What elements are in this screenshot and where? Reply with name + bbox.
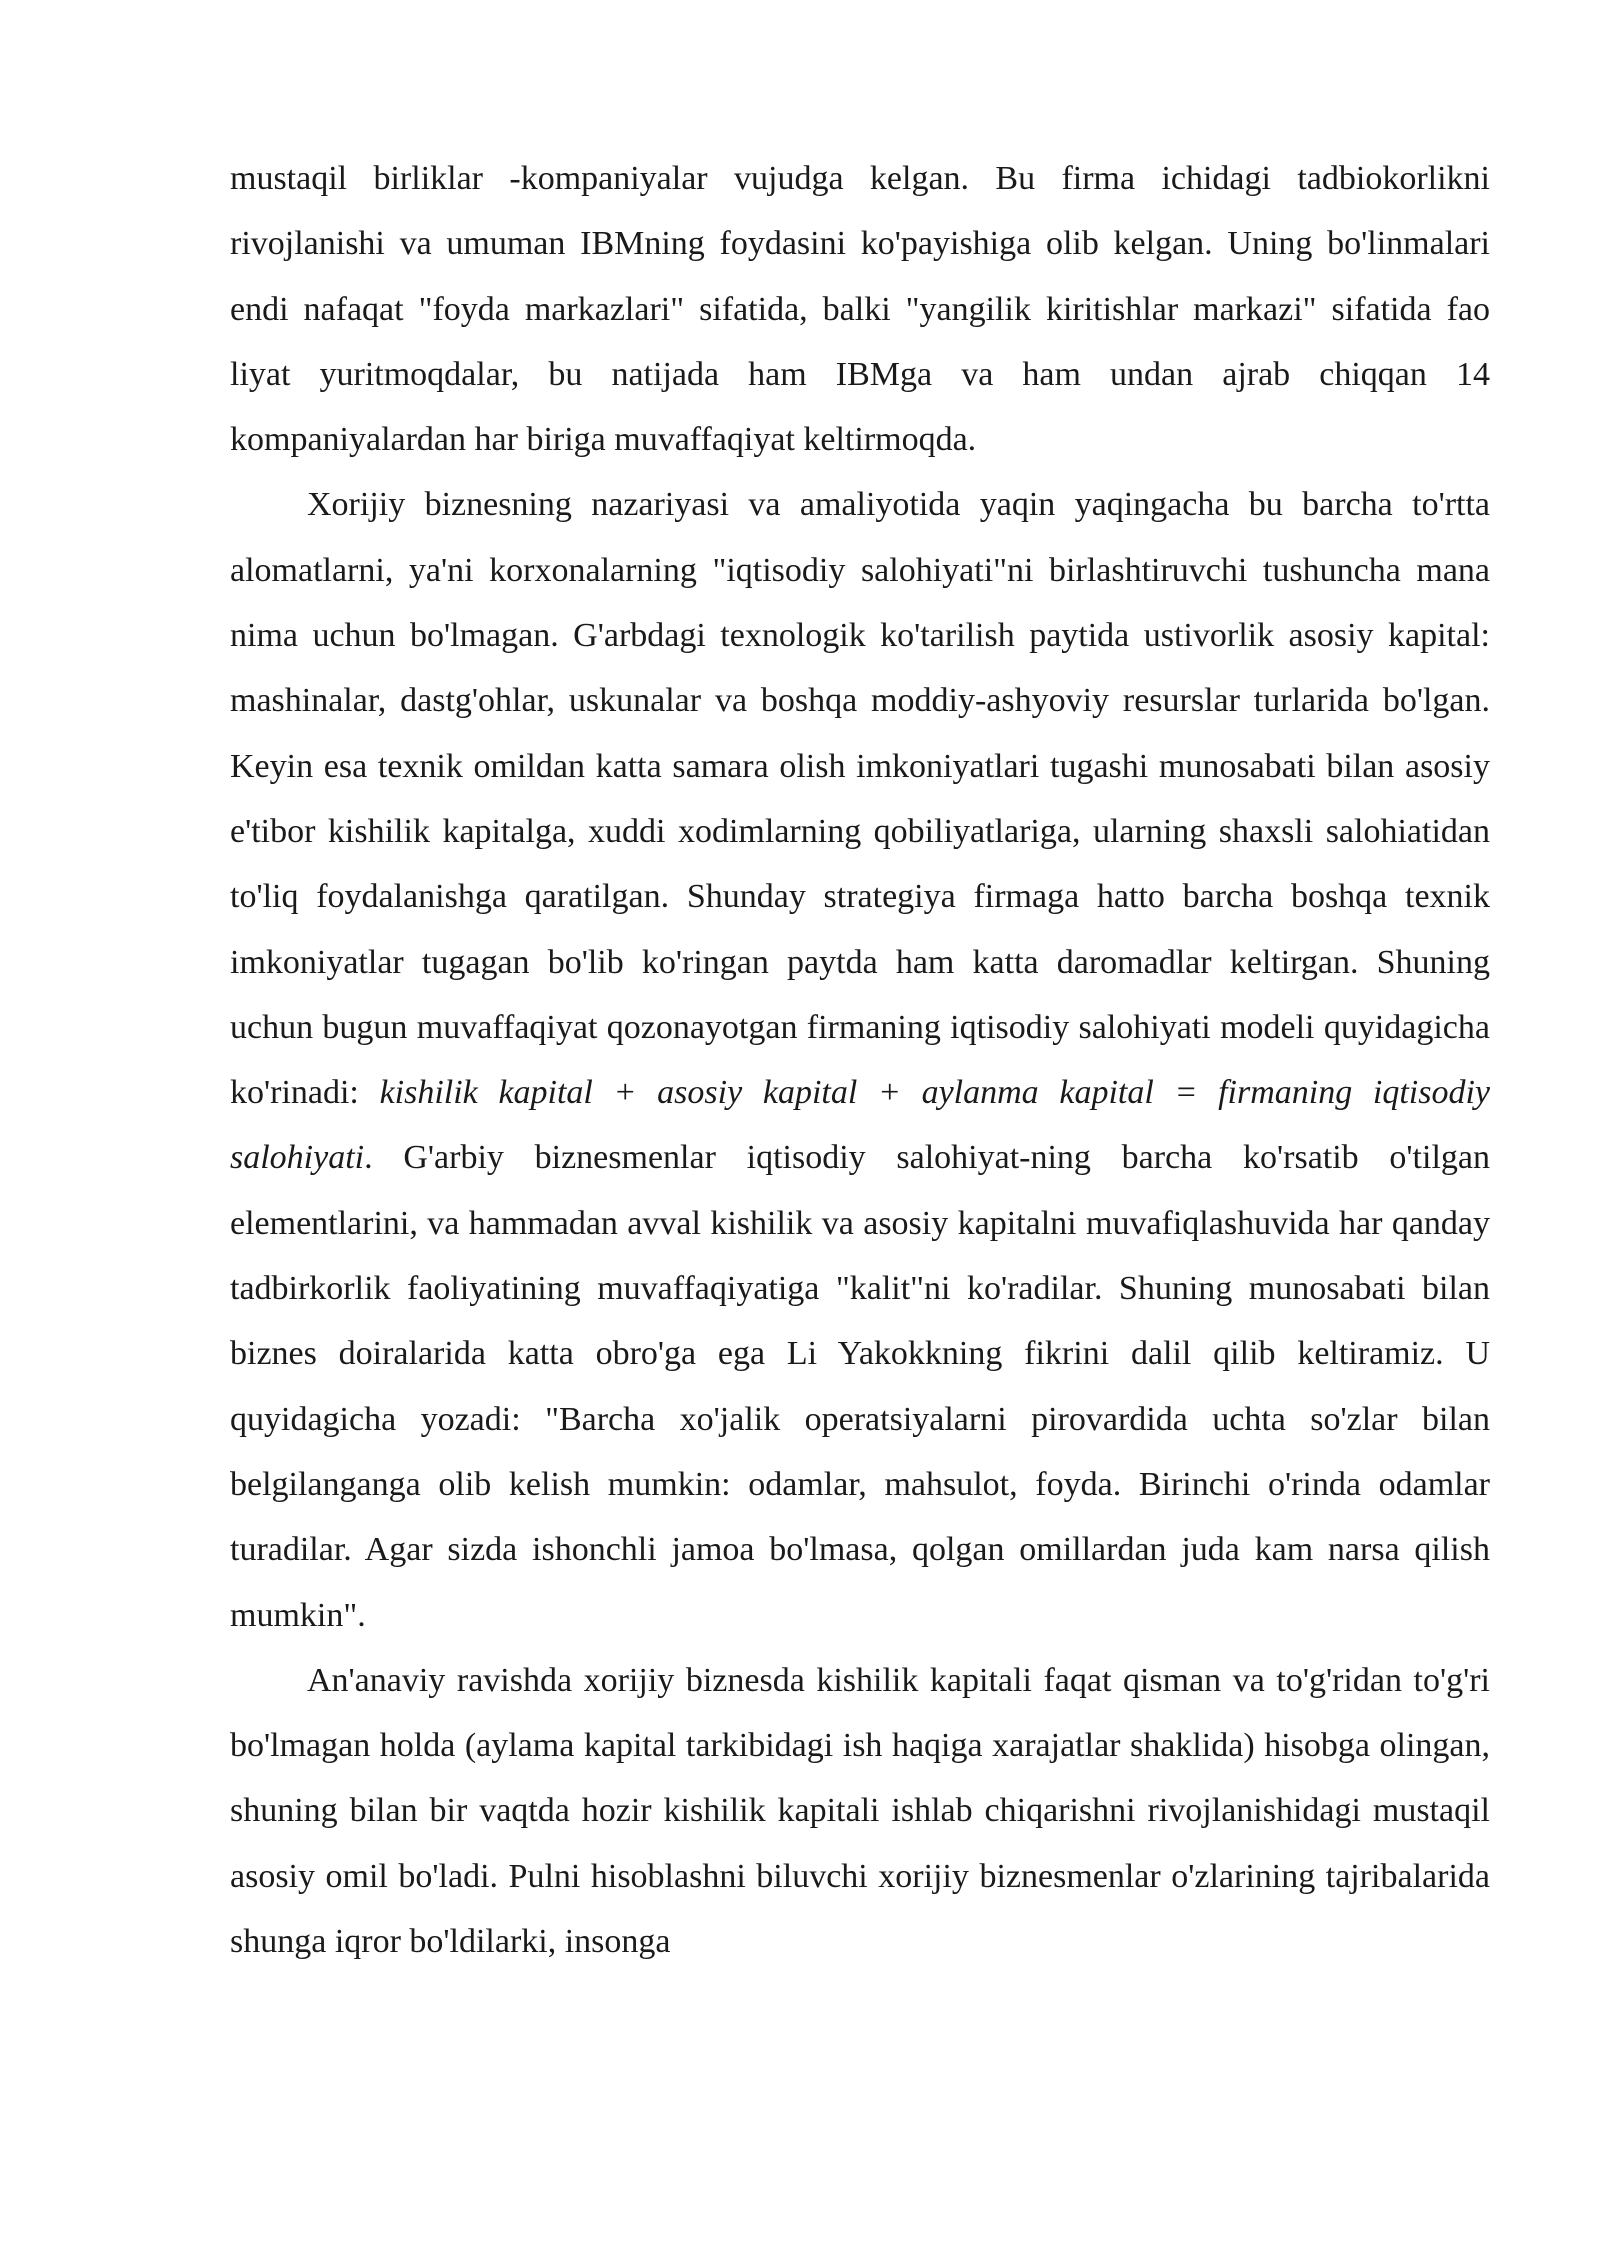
document-body	[230, 146, 1490, 1974]
paragraph-2	[230, 472, 1490, 1647]
economic-potential-formula: kishilik kapital + asosiy kapital + aylanma kapital = firmaning iqtisodiy salohiyati	[230, 1074, 1490, 1177]
paragraph-2-text-before: Xorijiy biznesning nazariyasi va amaliyotida yaqin yaqingacha bu barcha to'rtta alomatlarni, ya'ni korxonalarning "iqtisodiy salohiyati"ni birlashtiruvchi tushuncha mana nima uchun bo'lmagan. G'arbdagi texnologik ko'tarilish paytida ustivorlik asosiy kapital: mashinalar, dastg'ohlar, uskunalar va boshqa moddiy-ashyoviy resurslar turlarida bo'lgan. Keyin esa texnik omildan katta samara olish imkoniyatlari tugashi munosabati bilan asosiy e'tibor kishilik kapitalga, xuddi xodimlarning qobiliyatlariga, ularning shaxsli salohiatidan to'liq foydalanishga qaratilgan. Shunday strategiya firmaga hatto barcha boshqa texnik imkoniyatlar tugagan bo'lib ko'ringan paytda ham katta daromadlar keltirgan. Shuning uchun bugun muvaffaqiyat qozonayotgan firmaning iqtisodiy salohiyati modeli quyidagicha ko'rinadi:	[230, 486, 1490, 1112]
paragraph-1: mustaqil birliklar -kompaniyalar vujudga kelgan. Bu firma ichidagi tadbiokorlikni rivojlanishi va umuman IBMning foydasini ko'payishiga olib kelgan. Uning bo'linmalari endi nafaqat "foyda markazlari" sifatida, balki "yangilik kiritishlar markazi" sifatida fao liyat yuritmoqdalar, bu natijada ham IBMga va ham undan ajrab chiqqan 14 kompaniyalardan har biriga muvaffaqiyat keltirmoqda.	[230, 160, 1490, 459]
paragraph-3: An'anaviy ravishda xorijiy biznesda kishilik kapitali faqat qisman va to'g'ridan to'g'ri bo'lmagan holda (aylama kapital tarkibidagi ish haqiga xarajatlar shaklida) hisobga olingan, shuning bilan bir vaqtda hozir kishilik kapitali ishlab chiqarishni rivojlanishidagi mustaqil asosiy omil bo'ladi. Pulni hisoblashni biluvchi xorijiy biznesmenlar o'zlarining tajribalarida shunga iqror bo'ldilarki, insonga	[230, 1661, 1490, 1961]
paragraph-2-text-after: . G'arbiy biznesmenlar iqtisodiy salohiyat-ning barcha ko'rsatib o'tilgan elementlarini, va hammadan avval kishilik va asosiy kapitalni muvafiqlashuvida har qanday tadbirkorlik faoliyatining muvaffaqiyatiga "kalit"ni ko'radilar. Shuning munosabati bilan biznes doiralarida katta obro'ga ega Li Yakokkning fikrini dalil qilib keltiramiz. U quyidagicha yozadi: "Barcha xo'jalik operatsiyalarni pirovardida uchta so'zlar bilan belgilanganga olib kelish mumkin: odamlar, mahsulot, foyda. Birinchi o'rinda odamlar turadilar. Agar sizda ishonchli jamoa bo'lmasa, qolgan omillardan juda kam narsa qilish mumkin".	[230, 1139, 1490, 1634]
